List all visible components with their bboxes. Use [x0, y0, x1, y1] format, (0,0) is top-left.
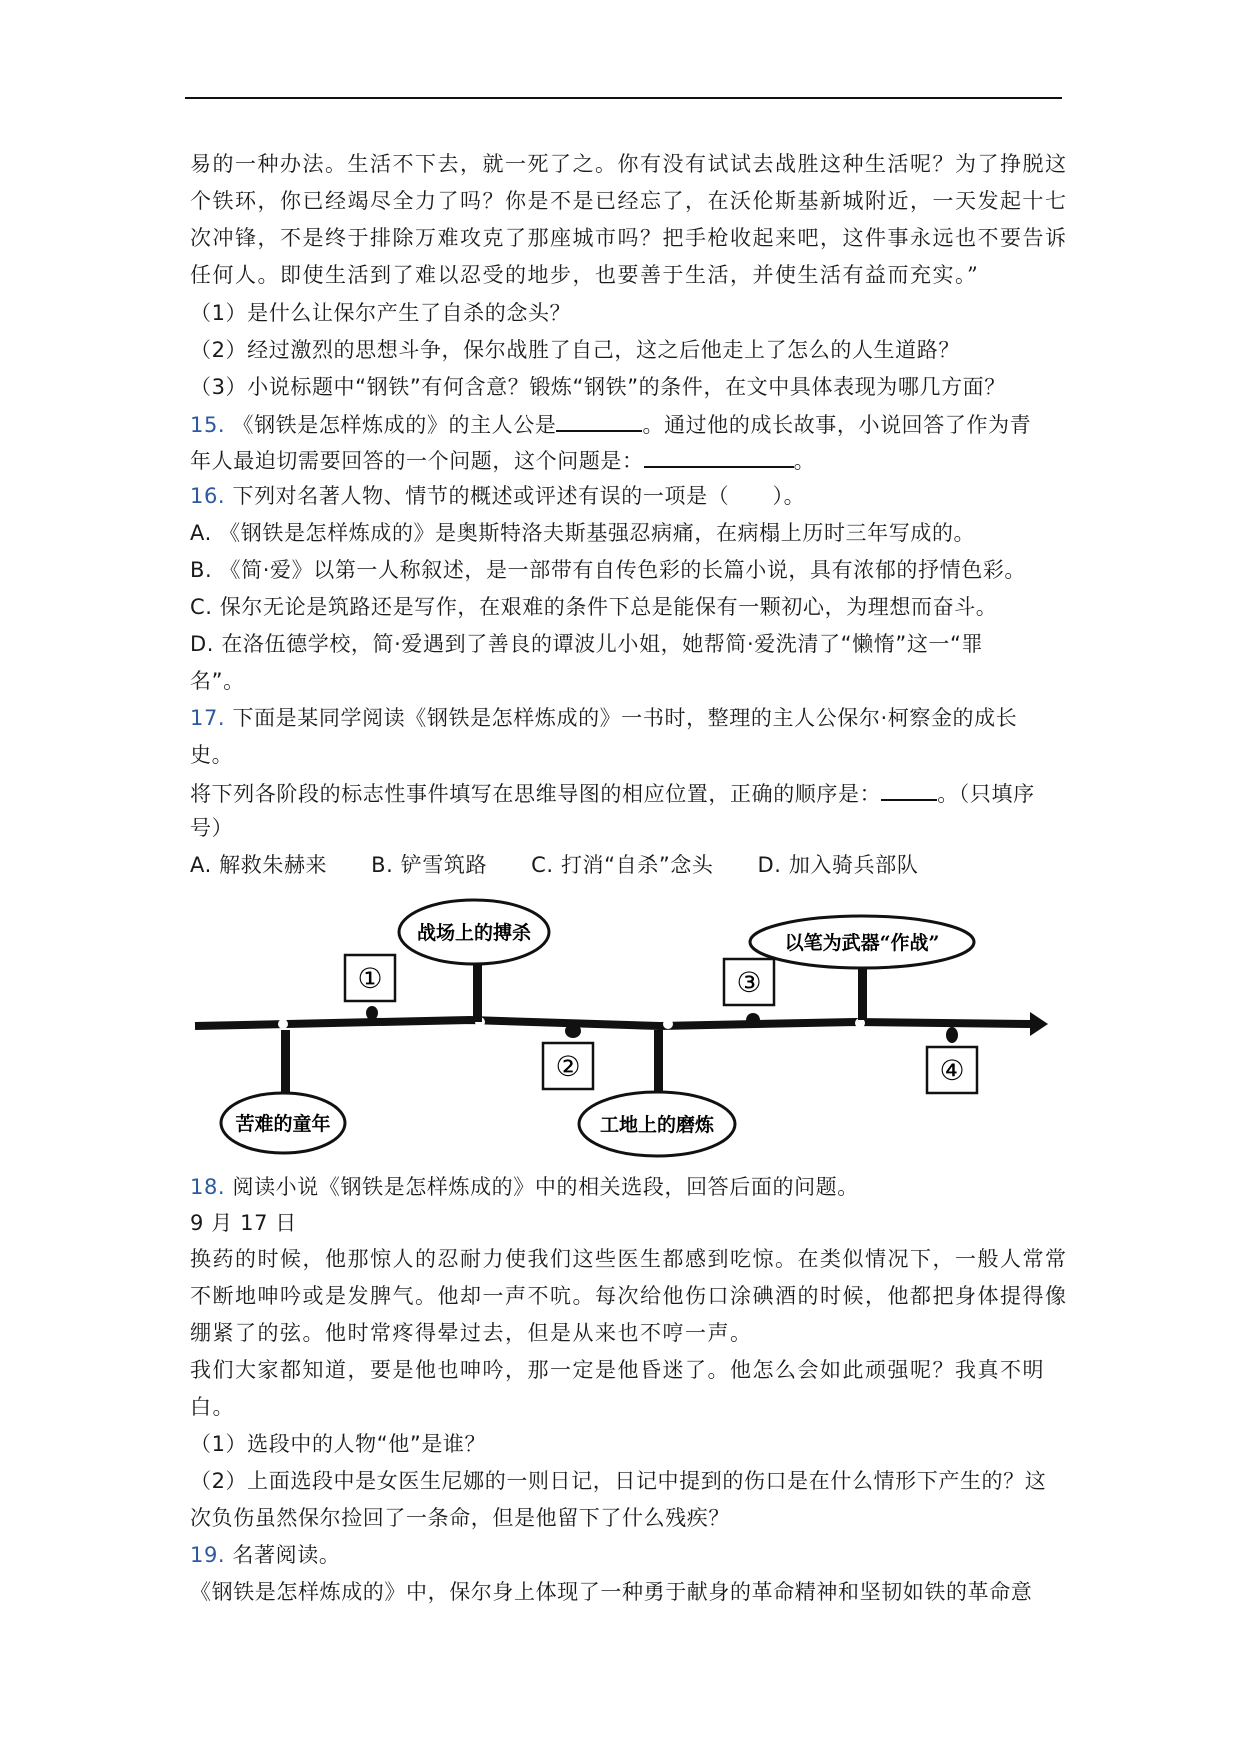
question-19 [190, 1542, 340, 1568]
question-text: 阅读小说《钢铁是怎样炼成的》中的相关选段，回答后面的问题。 [232, 1175, 859, 1199]
box-number: ① [357, 962, 383, 995]
option-d: D. 在洛伍德学校，简·爱遇到了善良的谭波儿小姐，她帮简·爱洗清了“懒惰”这一“罪 [190, 632, 984, 656]
event-dot [565, 1024, 581, 1038]
option-b: B. 铲雪筑路 [371, 853, 488, 877]
question-19-text: 《钢铁是怎样炼成的》中，保尔身上体现了一种勇于献身的革命精神和坚韧如铁的革命意 [190, 1580, 1033, 1604]
option-a: A. 《钢铁是怎样炼成的》是奥斯特洛夫斯基强忍病痛，在病榻上历时三年写成的。 [190, 521, 976, 545]
question-text: 下列对名著人物、情节的概述或评述有误的一项是（ ）。 [232, 484, 806, 508]
question-text: 名著阅读。 [232, 1543, 341, 1567]
question-text: 下面是某同学阅读《钢铁是怎样炼成的》一书时，整理的主人公保尔·柯察金的成长 [232, 706, 1018, 730]
option-a: A. 解救朱赫来 [190, 853, 328, 877]
question-text: 年人最迫切需要回答的一个问题，这个问题是： [190, 449, 644, 473]
box-number: ③ [736, 966, 762, 999]
axis-joint [663, 1019, 673, 1029]
question-text: 将下列各阶段的标志性事件填写在思维导图的相应位置，正确的顺序是： [190, 782, 882, 806]
question-sub: （1）选段中的人物“他”是谁？ [190, 1432, 487, 1456]
option-b: B. 《简·爱》以第一人称叙述，是一部带有自传色彩的长篇小说，具有浓郁的抒情色彩。 [190, 558, 1027, 582]
question-17-cont: 史。 [190, 743, 234, 767]
stage-stem [473, 962, 482, 1022]
axis-joint [278, 1019, 288, 1029]
question-number: 18. [190, 1175, 226, 1199]
option-d: D. 加入骑兵部队 [757, 853, 919, 877]
question-number: 15. [190, 413, 226, 437]
passage-line: 个铁环，你已经竭尽全力了吗？你是不是已经忘了，在沃伦斯基新城附近，一天发起十七 [190, 189, 1068, 213]
event-dot [366, 1006, 378, 1020]
question-18 [190, 1174, 859, 1200]
passage-line: 我们大家都知道，要是他也呻吟，那一定是他昏迷了。他怎么会如此顽强呢？我真不明 [190, 1358, 1045, 1382]
stage-stem [858, 962, 867, 1020]
stage-label: 苦难的童年 [235, 1113, 331, 1135]
stage-label: 工地上的磨炼 [599, 1114, 715, 1136]
stage-label: 以笔为武器“作战” [784, 932, 940, 954]
passage-line: 不断地呻吟或是发脾气。他却一声不吭。每次给他伤口涂碘酒的时候，他都把身体提得像 [190, 1284, 1068, 1308]
question-text: 。（只填序 [937, 782, 1035, 806]
option-d-cont: 名”。 [190, 669, 245, 693]
question-sub: 次负伤虽然保尔捡回了一条命，但是他留下了什么残疾？ [190, 1506, 730, 1530]
stage-stem [281, 1030, 290, 1094]
question-sub: （2）经过激烈的思想斗争，保尔战胜了自己，这之后他走上了怎么的人生道路？ [190, 338, 960, 362]
question-sub: （3）小说标题中“钢铁”有何含意？锻炼“钢铁”的条件，在文中具体表现为哪几方面？ [190, 375, 1006, 399]
option-c: C. 保尔无论是筑路还是写作，在艰难的条件下总是能保有一颗初心，为理想而奋斗。 [190, 595, 998, 619]
question-text: 《钢铁是怎样炼成的》的主人公是 [232, 413, 557, 437]
stage-label: 战场上的搏杀 [416, 922, 532, 944]
option-c: C. 打消“自杀”念头 [531, 853, 714, 877]
passage-line: 换药的时候，他那惊人的忍耐力使我们这些医生都感到吃惊。在类似情况下，一般人常常 [190, 1247, 1068, 1271]
box-number: ② [555, 1050, 581, 1083]
passage-line: 次冲锋，不是终于排除万难攻克了那座城市吗？把手枪收起来吧，这件事永远也不要告诉 [190, 226, 1068, 250]
passage-line: 绷紧了的弦。他时常疼得晕过去，但是从来也不哼一声。 [190, 1321, 753, 1345]
question-number: 17. [190, 706, 226, 730]
passage-line: 白。 [190, 1395, 235, 1419]
diary-date: 9 月 17 日 [190, 1211, 297, 1235]
event-dot [746, 1013, 760, 1027]
timeline-axis [195, 1020, 1030, 1026]
question-number: 16. [190, 484, 226, 508]
question-number: 19. [190, 1543, 226, 1567]
question-text: 。 [793, 449, 816, 473]
arrow-head [1030, 1012, 1048, 1036]
question-sub: （1）是什么让保尔产生了自杀的念头？ [190, 301, 572, 325]
passage-line: 易的一种办法。生活不下去，就一死了之。你有没有试试去战胜这种生活呢？为了挣脱这 [190, 152, 1068, 176]
question-text: 。通过他的成长故事，小说回答了作为青 [642, 413, 1032, 437]
event-dot [946, 1027, 958, 1043]
passage-line: 任何人。即使生活到了难以忍受的地步，也要善于生活，并使生活有益而充实。” [190, 263, 980, 287]
question-sub: （2）上面选段中是女医生尼娜的一则日记，日记中提到的伤口是在什么情形下产生的？这 [190, 1469, 1047, 1493]
box-number: ④ [939, 1054, 965, 1087]
question-17-cont: 号） [190, 816, 234, 840]
